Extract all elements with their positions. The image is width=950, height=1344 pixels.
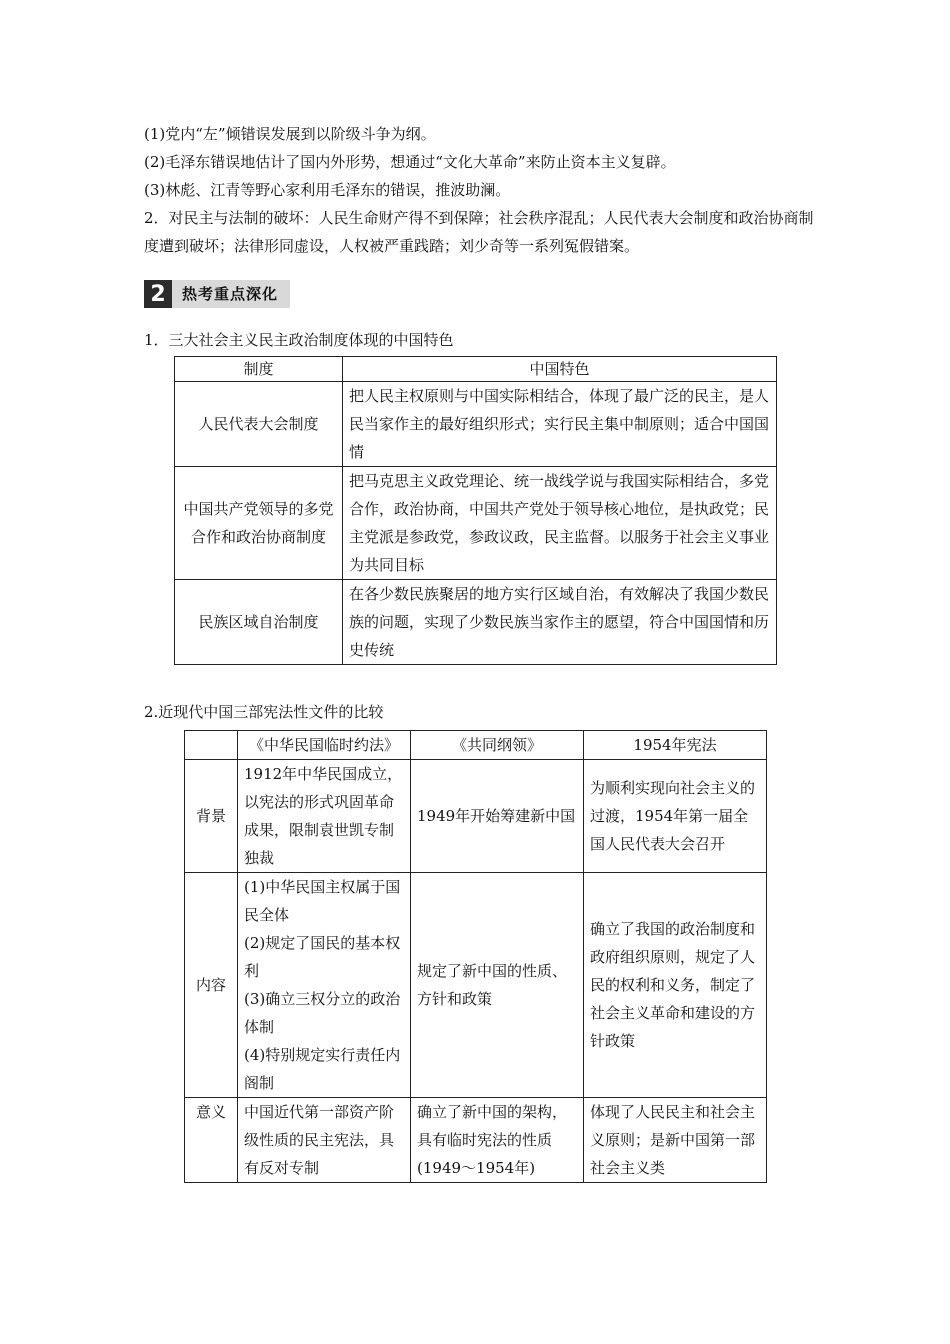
table1-caption: 1．三大社会主义民主政治制度体现的中国特色 xyxy=(144,331,454,349)
section-title: 热考重点深化 xyxy=(172,280,290,308)
constitution-comparison-table xyxy=(184,730,767,1183)
row-key-cell: 内容 xyxy=(185,873,238,1098)
table2-caption: 2.近现代中国三部宪法性文件的比较 xyxy=(144,703,384,721)
table-header-row xyxy=(185,731,767,760)
constitution-1954-cell: 为顺利实现向社会主义的过渡，1954年第一届全国人民代表大会召开 xyxy=(584,760,767,873)
header-cell-common-program: 《共同纲领》 xyxy=(411,731,584,760)
header-cell-provisional-constitution: 《中华民国临时约法》 xyxy=(238,731,411,760)
paragraph-1: (1)党内“左”倾错误发展到以阶级斗争为纲。 xyxy=(144,125,436,143)
table-row xyxy=(185,1098,767,1183)
section-number-badge: 2 xyxy=(144,280,172,308)
provisional-constitution-cell: 中国近代第一部资产阶级性质的民主宪法，具有反对专制 xyxy=(238,1098,411,1183)
system-cell: 民族区域自治制度 xyxy=(175,580,343,665)
header-cell-feature: 中国特色 xyxy=(343,357,777,382)
table-header-row xyxy=(175,357,777,382)
provisional-constitution-cell xyxy=(238,873,411,1098)
content-item: (3)确立三权分立的政治体制 xyxy=(244,990,401,1036)
row-key-cell: 背景 xyxy=(185,760,238,873)
table-row xyxy=(175,467,777,580)
section-heading xyxy=(144,280,290,308)
header-cell-empty xyxy=(185,731,238,760)
paragraph-2: (2)毛泽东错误地估计了国内外形势，想通过“文化大革命”来防止资本主义复辟。 xyxy=(144,153,676,171)
content-item: (1)中华民国主权属于国民全体 xyxy=(244,878,401,924)
common-program-cell: 确立了新中国的架构，具有临时宪法的性质(1949～1954年) xyxy=(411,1098,584,1183)
feature-cell: 在各少数民族聚居的地方实行区域自治，有效解决了我国少数民族的问题，实现了少数民族当家作主的愿望，符合中国国情和历史传统 xyxy=(343,580,777,665)
system-cell: 人民代表大会制度 xyxy=(175,382,343,467)
provisional-constitution-cell: 1912年中华民国成立，以宪法的形式巩固革命成果，限制袁世凯专制独裁 xyxy=(238,760,411,873)
content-item: (4)特别规定实行责任内阁制 xyxy=(244,1046,401,1092)
table-row xyxy=(185,760,767,873)
table-row xyxy=(175,580,777,665)
constitution-1954-cell: 确立了我国的政治制度和政府组织原则，规定了人民的权利和义务，制定了社会主义革命和建设的方针政策 xyxy=(584,873,767,1098)
feature-cell: 把马克思主义政党理论、统一战线学说与我国实际相结合，多党合作，政治协商，中国共产党处于领导核心地位，是执政党；民主党派是参政党，参政议政，民主监督。以服务于社会主义事业为共同目标 xyxy=(343,467,777,580)
common-program-cell: 1949年开始筹建新中国 xyxy=(411,760,584,873)
content-item: (2)规定了国民的基本权利 xyxy=(244,934,401,980)
table-row xyxy=(175,382,777,467)
header-cell-system: 制度 xyxy=(175,357,343,382)
common-program-cell: 规定了新中国的性质、方针和政策 xyxy=(411,873,584,1098)
table-row xyxy=(185,873,767,1098)
row-key-cell: 意义 xyxy=(185,1098,238,1183)
feature-cell: 把人民主权原则与中国实际相结合，体现了最广泛的民主，是人民当家作主的最好组织形式；实行民主集中制原则；适合中国国情 xyxy=(343,382,777,467)
democracy-systems-table xyxy=(174,356,777,665)
header-cell-1954-constitution: 1954年宪法 xyxy=(584,731,767,760)
constitution-1954-cell: 体现了人民民主和社会主义原则；是新中国第一部社会主义类 xyxy=(584,1098,767,1183)
paragraph-4: 2．对民主与法制的破坏：人民生命财产得不到保障；社会秩序混乱；人民代表大会制度和政治协商制度遭到破坏；法律形同虚设，人权被严重践踏；刘少奇等一系列冤假错案。 xyxy=(144,209,814,255)
paragraph-3: (3)林彪、江青等野心家利用毛泽东的错误，推波助澜。 xyxy=(144,181,511,199)
system-cell: 中国共产党领导的多党合作和政治协商制度 xyxy=(175,467,343,580)
